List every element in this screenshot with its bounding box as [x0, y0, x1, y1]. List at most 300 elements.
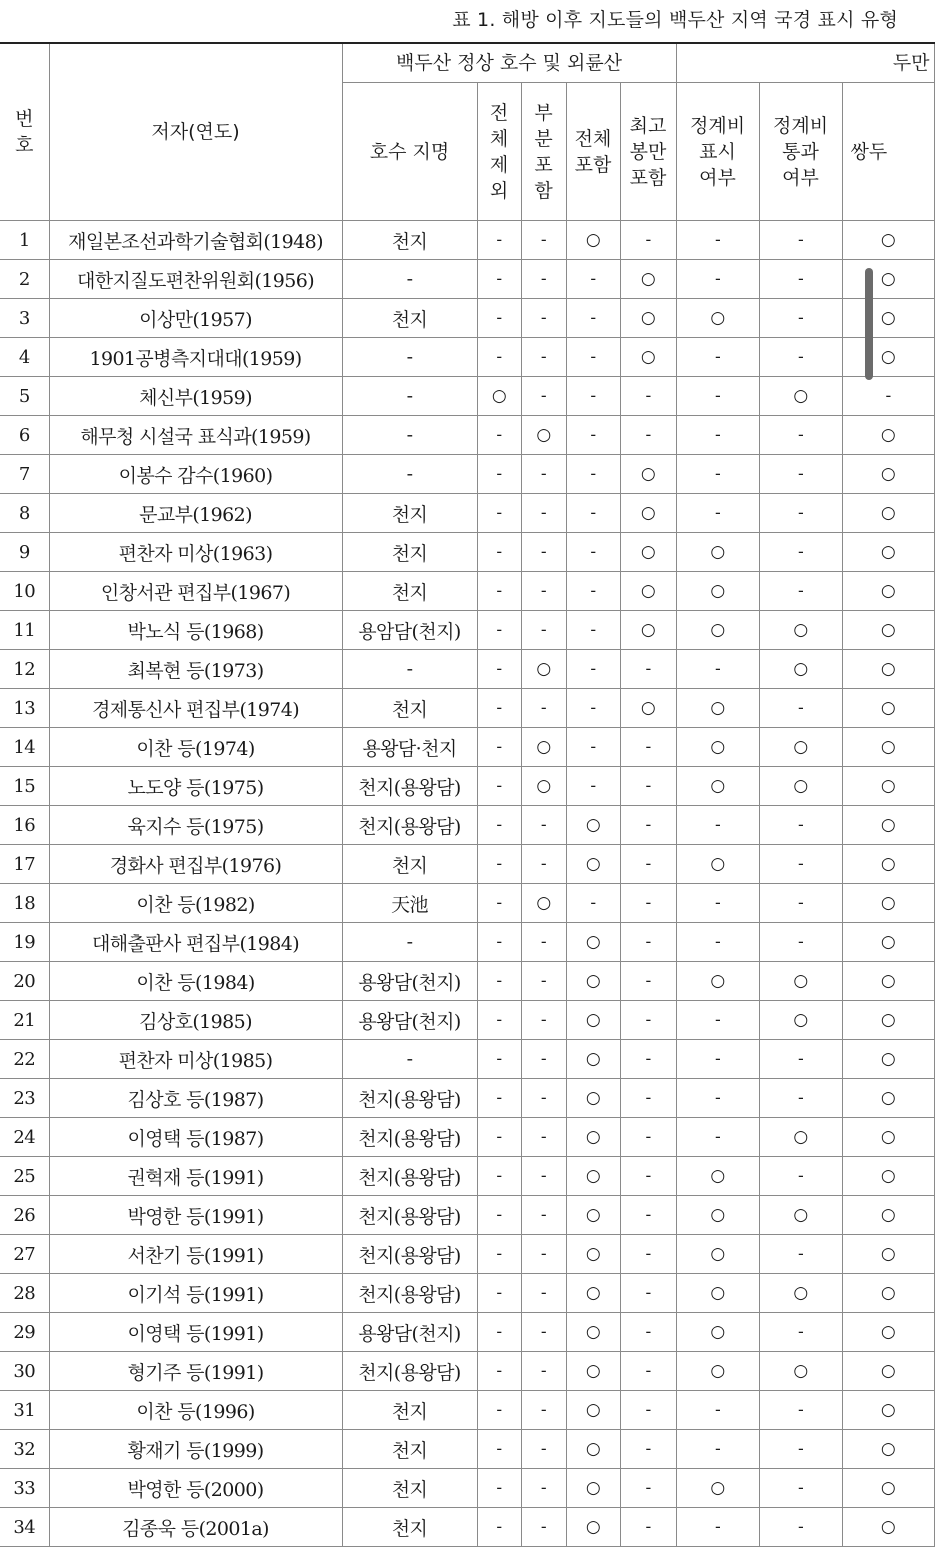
- table-row: [0, 884, 934, 923]
- row-number-cell: 12: [0, 650, 49, 689]
- stele-pass-cell: ○: [759, 377, 842, 416]
- table-row: [0, 299, 934, 338]
- table-row: [0, 572, 934, 611]
- exclude-all-cell: -: [477, 1001, 521, 1040]
- exclude-all-cell: -: [477, 533, 521, 572]
- table-row: [0, 923, 934, 962]
- include-peak-cell: -: [620, 767, 676, 806]
- stele-pass-cell: -: [759, 1040, 842, 1079]
- ssangdu-cell: ○: [842, 689, 934, 728]
- lake-name-cell: 천지(용왕담): [342, 1352, 477, 1391]
- include-peak-cell: -: [620, 923, 676, 962]
- row-number-cell: 22: [0, 1040, 49, 1079]
- include-part-cell: ○: [521, 884, 566, 923]
- lake-name-cell: 용암담(천지): [342, 611, 477, 650]
- row-number-cell: 9: [0, 533, 49, 572]
- stele-pass-cell: ○: [759, 1352, 842, 1391]
- include-part-cell: -: [521, 221, 566, 260]
- include-part-cell: -: [521, 455, 566, 494]
- include-part-cell: -: [521, 1352, 566, 1391]
- include-all-cell: ○: [566, 1352, 620, 1391]
- include-peak-cell: -: [620, 650, 676, 689]
- exclude-all-cell: -: [477, 689, 521, 728]
- include-peak-cell: -: [620, 884, 676, 923]
- include-peak-cell: ○: [620, 533, 676, 572]
- author-year-cell: 이찬 등(1982): [49, 884, 342, 923]
- include-peak-cell: ○: [620, 494, 676, 533]
- author-year-cell: 재일본조선과학기술협회(1948): [49, 221, 342, 260]
- author-year-cell: 김상호 등(1987): [49, 1079, 342, 1118]
- include-part-cell: -: [521, 923, 566, 962]
- include-peak-cell: -: [620, 806, 676, 845]
- author-year-cell: 박영한 등(2000): [49, 1469, 342, 1508]
- ssangdu-cell: ○: [842, 1196, 934, 1235]
- include-all-cell: ○: [566, 1235, 620, 1274]
- stele-shown-cell: -: [676, 455, 759, 494]
- row-number-cell: 10: [0, 572, 49, 611]
- author-year-cell: 해무청 시설국 표식과(1959): [49, 416, 342, 455]
- row-number-cell: 24: [0, 1118, 49, 1157]
- stele-pass-cell: -: [759, 338, 842, 377]
- exclude-all-cell: -: [477, 572, 521, 611]
- lake-name-cell: 천지: [342, 689, 477, 728]
- include-peak-cell: -: [620, 377, 676, 416]
- include-peak-cell: -: [620, 962, 676, 1001]
- exclude-all-cell: -: [477, 1274, 521, 1313]
- border-type-table: [0, 42, 935, 1547]
- author-year-cell: 이상만(1957): [49, 299, 342, 338]
- author-year-cell: 이영택 등(1991): [49, 1313, 342, 1352]
- stele-shown-cell: -: [676, 260, 759, 299]
- table-row: [0, 221, 934, 260]
- row-number-cell: 3: [0, 299, 49, 338]
- row-number-cell: 28: [0, 1274, 49, 1313]
- stele-pass-cell: -: [759, 884, 842, 923]
- author-year-cell: 인창서관 편집부(1967): [49, 572, 342, 611]
- stele-shown-cell: -: [676, 1118, 759, 1157]
- row-number-cell: 26: [0, 1196, 49, 1235]
- include-peak-cell: -: [620, 1469, 676, 1508]
- include-part-cell: -: [521, 299, 566, 338]
- stele-shown-cell: -: [676, 416, 759, 455]
- include-peak-cell: ○: [620, 260, 676, 299]
- lake-name-cell: -: [342, 455, 477, 494]
- exclude-all-cell: -: [477, 728, 521, 767]
- stele-shown-cell: -: [676, 884, 759, 923]
- author-year-cell: 경제통신사 편집부(1974): [49, 689, 342, 728]
- exclude-all-cell: -: [477, 923, 521, 962]
- stele-shown-cell: ○: [676, 1235, 759, 1274]
- stele-pass-cell: -: [759, 689, 842, 728]
- stele-pass-cell: -: [759, 1235, 842, 1274]
- exclude-all-cell: -: [477, 1508, 521, 1547]
- include-peak-cell: -: [620, 1157, 676, 1196]
- include-all-cell: ○: [566, 1508, 620, 1547]
- stele-shown-cell: ○: [676, 1313, 759, 1352]
- ssangdu-cell: ○: [842, 845, 934, 884]
- row-number-cell: 14: [0, 728, 49, 767]
- row-number-cell: 20: [0, 962, 49, 1001]
- row-number-cell: 34: [0, 1508, 49, 1547]
- row-number-cell: 2: [0, 260, 49, 299]
- header-include-part: 부분포함: [521, 83, 566, 221]
- ssangdu-cell: ○: [842, 1469, 934, 1508]
- stele-pass-cell: ○: [759, 728, 842, 767]
- stele-shown-cell: ○: [676, 299, 759, 338]
- ssangdu-cell: ○: [842, 455, 934, 494]
- author-year-cell: 경화사 편집부(1976): [49, 845, 342, 884]
- lake-name-cell: -: [342, 650, 477, 689]
- stele-pass-cell: -: [759, 221, 842, 260]
- include-part-cell: -: [521, 533, 566, 572]
- row-number-cell: 5: [0, 377, 49, 416]
- include-all-cell: ○: [566, 1313, 620, 1352]
- include-all-cell: -: [566, 884, 620, 923]
- include-peak-cell: -: [620, 1040, 676, 1079]
- scrollbar-thumb[interactable]: [865, 268, 873, 380]
- table-row: [0, 416, 934, 455]
- exclude-all-cell: -: [477, 260, 521, 299]
- include-all-cell: ○: [566, 1118, 620, 1157]
- include-part-cell: ○: [521, 767, 566, 806]
- exclude-all-cell: -: [477, 1352, 521, 1391]
- stele-shown-cell: ○: [676, 1469, 759, 1508]
- include-peak-cell: -: [620, 845, 676, 884]
- include-all-cell: -: [566, 377, 620, 416]
- exclude-all-cell: -: [477, 338, 521, 377]
- exclude-all-cell: -: [477, 1430, 521, 1469]
- include-part-cell: -: [521, 1508, 566, 1547]
- author-year-cell: 황재기 등(1999): [49, 1430, 342, 1469]
- exclude-all-cell: -: [477, 1118, 521, 1157]
- lake-name-cell: 천지: [342, 845, 477, 884]
- stele-shown-cell: -: [676, 1508, 759, 1547]
- include-part-cell: -: [521, 1274, 566, 1313]
- include-all-cell: ○: [566, 221, 620, 260]
- exclude-all-cell: -: [477, 1391, 521, 1430]
- table-row: [0, 611, 934, 650]
- lake-name-cell: -: [342, 416, 477, 455]
- table-row: [0, 845, 934, 884]
- include-peak-cell: -: [620, 221, 676, 260]
- header-group-tumen: 두만: [676, 43, 934, 83]
- include-part-cell: -: [521, 962, 566, 1001]
- ssangdu-cell: ○: [842, 1508, 934, 1547]
- author-year-cell: 이찬 등(1974): [49, 728, 342, 767]
- include-part-cell: -: [521, 338, 566, 377]
- include-peak-cell: -: [620, 1274, 676, 1313]
- header-lake-name: 호수 지명: [342, 83, 477, 221]
- ssangdu-cell: ○: [842, 767, 934, 806]
- stele-pass-cell: -: [759, 1508, 842, 1547]
- header-stele-shown: 정계비 표시 여부: [676, 83, 759, 221]
- stele-shown-cell: ○: [676, 962, 759, 1001]
- ssangdu-cell: -: [842, 377, 934, 416]
- exclude-all-cell: -: [477, 299, 521, 338]
- table-row: [0, 650, 934, 689]
- table-row: [0, 728, 934, 767]
- stele-pass-cell: -: [759, 494, 842, 533]
- table-row: [0, 767, 934, 806]
- row-number-cell: 8: [0, 494, 49, 533]
- include-peak-cell: ○: [620, 455, 676, 494]
- include-peak-cell: -: [620, 1352, 676, 1391]
- table-row: [0, 1313, 934, 1352]
- author-year-cell: 이기석 등(1991): [49, 1274, 342, 1313]
- author-year-cell: 김종욱 등(2001a): [49, 1508, 342, 1547]
- stele-shown-cell: ○: [676, 1196, 759, 1235]
- author-year-cell: 이영택 등(1987): [49, 1118, 342, 1157]
- include-all-cell: ○: [566, 806, 620, 845]
- include-all-cell: ○: [566, 1391, 620, 1430]
- lake-name-cell: 용왕담(천지): [342, 962, 477, 1001]
- ssangdu-cell: ○: [842, 1118, 934, 1157]
- ssangdu-cell: ○: [842, 494, 934, 533]
- include-part-cell: -: [521, 377, 566, 416]
- include-all-cell: ○: [566, 962, 620, 1001]
- exclude-all-cell: -: [477, 806, 521, 845]
- ssangdu-cell: ○: [842, 1157, 934, 1196]
- ssangdu-cell: ○: [842, 1430, 934, 1469]
- stele-shown-cell: ○: [676, 689, 759, 728]
- include-part-cell: -: [521, 260, 566, 299]
- row-number-cell: 25: [0, 1157, 49, 1196]
- lake-name-cell: 천지: [342, 1469, 477, 1508]
- stele-shown-cell: ○: [676, 533, 759, 572]
- include-peak-cell: -: [620, 1001, 676, 1040]
- include-all-cell: ○: [566, 845, 620, 884]
- ssangdu-cell: ○: [842, 611, 934, 650]
- include-peak-cell: ○: [620, 338, 676, 377]
- lake-name-cell: -: [342, 260, 477, 299]
- row-number-cell: 31: [0, 1391, 49, 1430]
- include-part-cell: -: [521, 572, 566, 611]
- author-year-cell: 육지수 등(1975): [49, 806, 342, 845]
- stele-shown-cell: -: [676, 1040, 759, 1079]
- include-peak-cell: -: [620, 1196, 676, 1235]
- include-peak-cell: -: [620, 1235, 676, 1274]
- include-part-cell: -: [521, 1157, 566, 1196]
- include-all-cell: -: [566, 650, 620, 689]
- author-year-cell: 이찬 등(1996): [49, 1391, 342, 1430]
- table-row: [0, 1157, 934, 1196]
- stele-shown-cell: -: [676, 1079, 759, 1118]
- exclude-all-cell: -: [477, 884, 521, 923]
- stele-shown-cell: -: [676, 338, 759, 377]
- header-include-all: 전체 포함: [566, 83, 620, 221]
- table-row: [0, 1235, 934, 1274]
- table-row: [0, 260, 934, 299]
- table-row: [0, 1430, 934, 1469]
- stele-pass-cell: -: [759, 1391, 842, 1430]
- stele-pass-cell: ○: [759, 962, 842, 1001]
- table-viewport[interactable]: [0, 42, 930, 1544]
- row-number-cell: 16: [0, 806, 49, 845]
- ssangdu-cell: ○: [842, 884, 934, 923]
- table-row: [0, 806, 934, 845]
- lake-name-cell: 천지(용왕담): [342, 1079, 477, 1118]
- header-include-peak: 최고 봉만 포함: [620, 83, 676, 221]
- ssangdu-cell: ○: [842, 962, 934, 1001]
- include-part-cell: -: [521, 806, 566, 845]
- author-year-cell: 노도양 등(1975): [49, 767, 342, 806]
- author-year-cell: 박노식 등(1968): [49, 611, 342, 650]
- stele-pass-cell: ○: [759, 650, 842, 689]
- include-part-cell: -: [521, 611, 566, 650]
- header-exclude-all: 전체제외: [477, 83, 521, 221]
- include-peak-cell: -: [620, 1313, 676, 1352]
- row-number-cell: 6: [0, 416, 49, 455]
- include-all-cell: -: [566, 767, 620, 806]
- row-number-cell: 27: [0, 1235, 49, 1274]
- stele-shown-cell: -: [676, 1391, 759, 1430]
- ssangdu-cell: ○: [842, 1235, 934, 1274]
- include-all-cell: -: [566, 494, 620, 533]
- lake-name-cell: -: [342, 923, 477, 962]
- lake-name-cell: 천지(용왕담): [342, 1274, 477, 1313]
- stele-shown-cell: -: [676, 494, 759, 533]
- stele-pass-cell: -: [759, 455, 842, 494]
- table-row: [0, 1040, 934, 1079]
- row-number-cell: 21: [0, 1001, 49, 1040]
- include-peak-cell: ○: [620, 689, 676, 728]
- lake-name-cell: 천지: [342, 533, 477, 572]
- table-row: [0, 962, 934, 1001]
- row-number-cell: 23: [0, 1079, 49, 1118]
- include-part-cell: -: [521, 1079, 566, 1118]
- lake-name-cell: 天池: [342, 884, 477, 923]
- table-row: [0, 1001, 934, 1040]
- ssangdu-cell: ○: [842, 338, 934, 377]
- ssangdu-cell: ○: [842, 572, 934, 611]
- exclude-all-cell: -: [477, 221, 521, 260]
- stele-pass-cell: -: [759, 1469, 842, 1508]
- include-part-cell: -: [521, 689, 566, 728]
- author-year-cell: 1901공병측지대대(1959): [49, 338, 342, 377]
- ssangdu-cell: ○: [842, 260, 934, 299]
- row-number-cell: 13: [0, 689, 49, 728]
- ssangdu-cell: ○: [842, 1352, 934, 1391]
- exclude-all-cell: -: [477, 1079, 521, 1118]
- ssangdu-cell: ○: [842, 533, 934, 572]
- include-peak-cell: ○: [620, 611, 676, 650]
- table-row: [0, 455, 934, 494]
- header-stele-pass: 정계비 통과 여부: [759, 83, 842, 221]
- include-all-cell: ○: [566, 1157, 620, 1196]
- author-year-cell: 이찬 등(1984): [49, 962, 342, 1001]
- row-number-cell: 1: [0, 221, 49, 260]
- include-all-cell: -: [566, 455, 620, 494]
- table-row: [0, 689, 934, 728]
- stele-pass-cell: -: [759, 923, 842, 962]
- row-number-cell: 4: [0, 338, 49, 377]
- stele-pass-cell: -: [759, 1313, 842, 1352]
- stele-pass-cell: ○: [759, 1196, 842, 1235]
- include-peak-cell: -: [620, 1118, 676, 1157]
- exclude-all-cell: -: [477, 1313, 521, 1352]
- include-part-cell: -: [521, 1430, 566, 1469]
- row-number-cell: 32: [0, 1430, 49, 1469]
- include-part-cell: -: [521, 845, 566, 884]
- include-peak-cell: -: [620, 1430, 676, 1469]
- stele-pass-cell: -: [759, 260, 842, 299]
- exclude-all-cell: -: [477, 1040, 521, 1079]
- ssangdu-cell: ○: [842, 299, 934, 338]
- stele-pass-cell: -: [759, 533, 842, 572]
- header-group-summit-lake: 백두산 정상 호수 및 외륜산: [342, 43, 676, 83]
- table-row: [0, 377, 934, 416]
- lake-name-cell: 천지(용왕담): [342, 1118, 477, 1157]
- stele-pass-cell: ○: [759, 611, 842, 650]
- include-part-cell: -: [521, 1196, 566, 1235]
- stele-pass-cell: -: [759, 845, 842, 884]
- table-row: [0, 338, 934, 377]
- author-year-cell: 편찬자 미상(1985): [49, 1040, 342, 1079]
- ssangdu-cell: ○: [842, 728, 934, 767]
- stele-shown-cell: ○: [676, 728, 759, 767]
- include-part-cell: -: [521, 494, 566, 533]
- stele-shown-cell: -: [676, 221, 759, 260]
- include-all-cell: -: [566, 416, 620, 455]
- table-row: [0, 1196, 934, 1235]
- include-peak-cell: ○: [620, 299, 676, 338]
- author-year-cell: 대한지질도편찬위원회(1956): [49, 260, 342, 299]
- include-peak-cell: -: [620, 416, 676, 455]
- exclude-all-cell: -: [477, 455, 521, 494]
- ssangdu-cell: ○: [842, 1079, 934, 1118]
- lake-name-cell: 천지(용왕담): [342, 767, 477, 806]
- exclude-all-cell: -: [477, 845, 521, 884]
- row-number-cell: 33: [0, 1469, 49, 1508]
- lake-name-cell: 천지: [342, 1430, 477, 1469]
- table-caption: 표 1. 해방 이후 지도들의 백두산 지역 국경 표시 유형: [452, 9, 898, 31]
- include-all-cell: -: [566, 689, 620, 728]
- include-all-cell: ○: [566, 923, 620, 962]
- stele-shown-cell: ○: [676, 1352, 759, 1391]
- stele-shown-cell: -: [676, 1001, 759, 1040]
- author-year-cell: 체신부(1959): [49, 377, 342, 416]
- ssangdu-cell: ○: [842, 1274, 934, 1313]
- header-no: 번호: [0, 43, 49, 221]
- include-peak-cell: -: [620, 1391, 676, 1430]
- include-all-cell: -: [566, 299, 620, 338]
- author-year-cell: 문교부(1962): [49, 494, 342, 533]
- author-year-cell: 이봉수 감수(1960): [49, 455, 342, 494]
- lake-name-cell: 천지(용왕담): [342, 1235, 477, 1274]
- stele-pass-cell: -: [759, 299, 842, 338]
- exclude-all-cell: -: [477, 611, 521, 650]
- exclude-all-cell: -: [477, 494, 521, 533]
- stele-pass-cell: -: [759, 416, 842, 455]
- stele-pass-cell: ○: [759, 1118, 842, 1157]
- include-part-cell: -: [521, 1313, 566, 1352]
- include-peak-cell: -: [620, 728, 676, 767]
- ssangdu-cell: ○: [842, 1391, 934, 1430]
- include-part-cell: -: [521, 1040, 566, 1079]
- ssangdu-cell: ○: [842, 650, 934, 689]
- lake-name-cell: 용왕담(천지): [342, 1001, 477, 1040]
- table-row: [0, 533, 934, 572]
- include-all-cell: ○: [566, 1430, 620, 1469]
- row-number-cell: 30: [0, 1352, 49, 1391]
- include-all-cell: -: [566, 728, 620, 767]
- exclude-all-cell: -: [477, 1196, 521, 1235]
- header-author-year: 저자(연도): [49, 43, 342, 221]
- lake-name-cell: 천지: [342, 1508, 477, 1547]
- lake-name-cell: 천지(용왕담): [342, 1196, 477, 1235]
- stele-shown-cell: ○: [676, 1157, 759, 1196]
- stele-shown-cell: ○: [676, 572, 759, 611]
